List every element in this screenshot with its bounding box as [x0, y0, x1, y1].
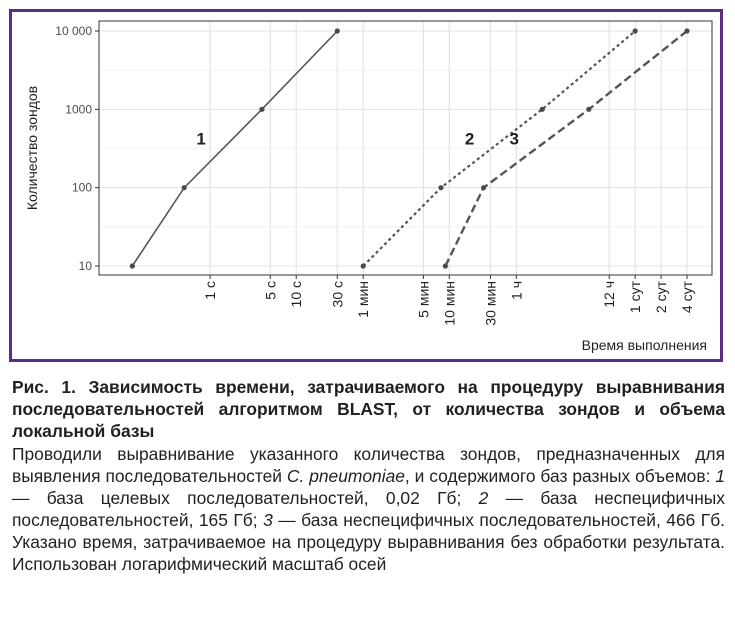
x-tick-label: 1 с — [202, 281, 219, 300]
x-tick-label: 30 с — [329, 281, 346, 308]
caption-species: C. pneumoniae — [286, 466, 405, 486]
x-tick-label: 1 ч — [508, 281, 525, 300]
series-label-3: 3 — [509, 129, 519, 149]
figure-caption — [12, 376, 725, 575]
x-tick-label: 2 сут — [653, 281, 670, 314]
data-point-1 — [335, 28, 340, 33]
caption-title: Рис. 1. Зависимость времени, затрачиваемого на процедуру выравнивания последовательностей алгоритмом BLAST, от количества зондов и объема локальной базы — [12, 377, 725, 441]
caption-text: Проводили выравнивание указанного количества зондов, предназначенных для выявления последовательностей — [12, 444, 725, 486]
x-tick-label: 5 с — [262, 281, 279, 300]
data-point-1 — [130, 263, 135, 268]
data-point-1 — [259, 107, 264, 112]
series-label-1: 1 — [196, 129, 206, 149]
data-point-3 — [481, 185, 486, 190]
chart — [12, 12, 720, 359]
data-point-1 — [182, 185, 187, 190]
series-labels — [196, 130, 519, 149]
x-tick-label: 1 мин — [355, 281, 372, 318]
y-axis-title: Количество зондов — [24, 85, 40, 211]
x-axis — [202, 275, 695, 326]
caption-text: — база неспецифичных последовательностей, 165 Гб; — [12, 488, 725, 530]
x-tick-label: 10 мин — [441, 281, 458, 326]
data-point-2 — [633, 28, 638, 33]
y-tick-label: 10 000 — [55, 24, 92, 38]
data-point-3 — [443, 263, 448, 268]
caption-series-number: 2 — [478, 488, 489, 508]
x-tick-label: 30 мин — [482, 281, 499, 326]
caption-series-number: 3 — [263, 510, 273, 530]
y-tick-label: 10 — [78, 259, 92, 273]
data-point-3 — [684, 28, 689, 33]
x-axis-title: Время выполнения — [581, 337, 707, 353]
series-label-2: 2 — [464, 129, 475, 149]
figure-frame — [9, 9, 723, 362]
data-point-2 — [540, 107, 545, 112]
data-point-2 — [361, 263, 366, 268]
caption-body — [12, 443, 725, 575]
y-axis — [55, 24, 99, 273]
grid — [99, 21, 712, 275]
x-tick-label: 5 мин — [415, 281, 432, 318]
y-tick-label: 1000 — [65, 102, 92, 117]
caption-text: — база неспецифичных последовательностей, 466 Гб. Указано время, затрачиваемое на процедуру выравнивания без обработки результата. Использован логарифмический масштаб осей — [12, 510, 726, 574]
plot-panel-border — [99, 21, 712, 275]
x-tick-label: 10 с — [288, 281, 305, 308]
data-point-3 — [586, 107, 591, 112]
y-tick-label: 100 — [71, 180, 92, 195]
caption-series-number: 1 — [715, 466, 725, 486]
caption-text: , и содержимого баз разных объемов: — [404, 466, 716, 486]
x-tick-label: 1 сут — [627, 281, 644, 314]
x-tick-label: 4 сут — [679, 281, 695, 314]
x-tick-label: 12 ч — [601, 281, 618, 308]
caption-text: — база целевых последовательностей, 0,02 Гб; — [12, 488, 479, 508]
data-point-2 — [438, 185, 443, 190]
